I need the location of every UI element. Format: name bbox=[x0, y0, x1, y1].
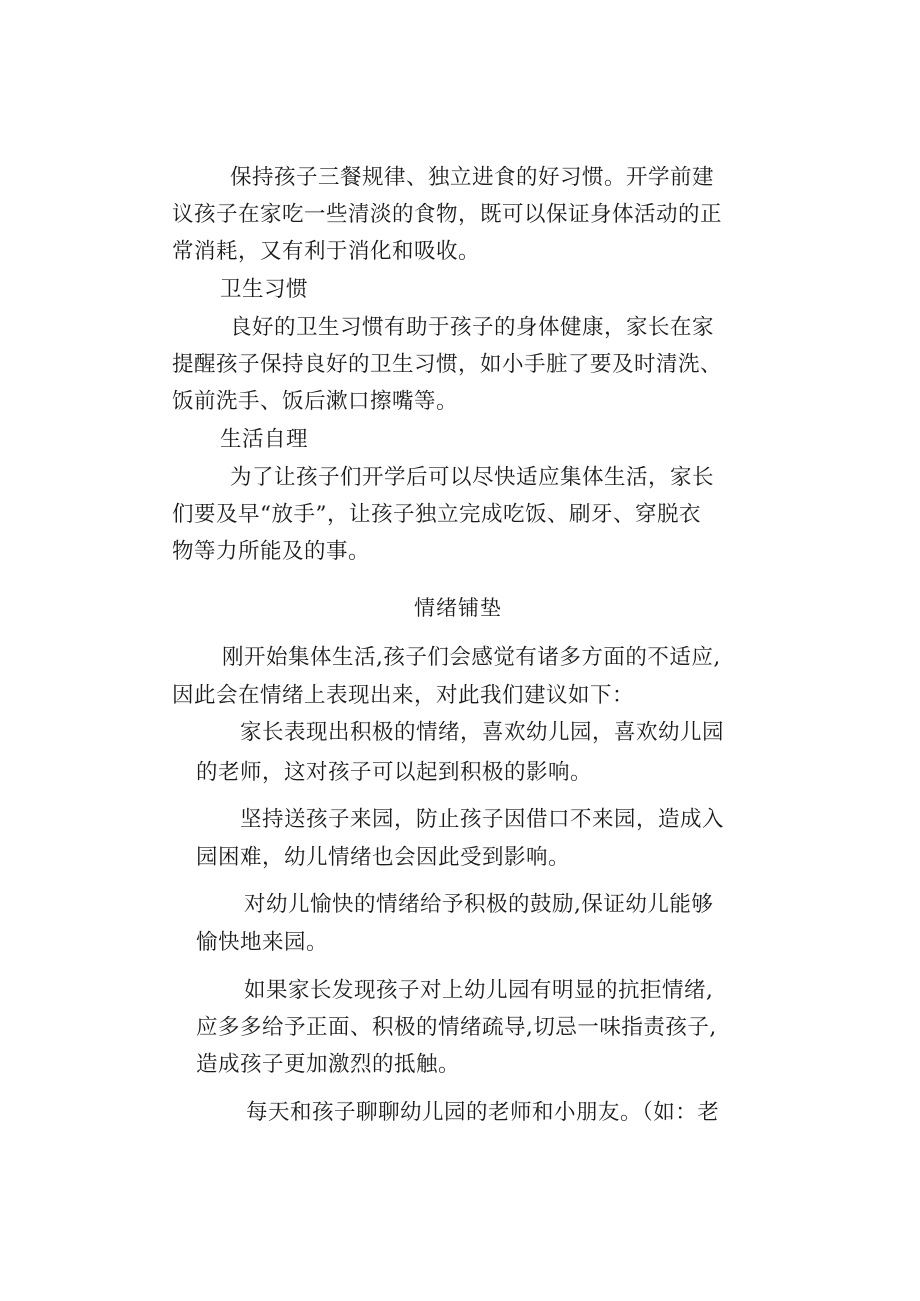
text-line: 造成孩子更加激烈的抵触。 bbox=[196, 1052, 461, 1077]
text-line: 如果家长发现孩子对上幼儿园有明显的抗拒情绪, bbox=[244, 978, 714, 1003]
text-line: 园困难，幼儿情绪也会因此受到影响。 bbox=[196, 845, 571, 870]
text-line: 的老师，这对孩子可以起到积极的影响。 bbox=[196, 760, 593, 785]
text-line: 因此会在情绪上表现出来，对此我们建议如下： bbox=[172, 683, 635, 708]
text-line: 物等力所能及的事。 bbox=[172, 539, 371, 564]
subheading-selfcare: 生活自理 bbox=[220, 427, 309, 452]
text-line: 提醒孩子保持良好的卫生习惯，如小手脏了要及时清洗、 bbox=[172, 352, 723, 377]
text-line: 每天和孩子聊聊幼儿园的老师和小朋友。（如：老 bbox=[246, 1100, 720, 1125]
text-line: 保持孩子三餐规律、独立进食的好习惯。开学前建 bbox=[230, 165, 715, 190]
text-line: 饭前洗手、饭后漱口擦嘴等。 bbox=[172, 389, 459, 414]
text-line: 为了让孩子们开学后可以尽快适应集体生活，家长 bbox=[230, 465, 715, 490]
text-line: 们要及早“放手”，让孩子独立完成吃饭、刷牙、穿脱衣 bbox=[172, 502, 701, 527]
text-line: 应多多给予正面、积极的情绪疏导,切忌一味指责孩子, bbox=[196, 1015, 717, 1040]
subheading-hygiene: 卫生习惯 bbox=[220, 277, 309, 302]
text-line: 坚持送孩子来园，防止孩子因借口不来园，造成入 bbox=[240, 807, 725, 832]
text-line: 对幼儿愉快的情绪给予积极的鼓励,保证幼儿能够 bbox=[244, 892, 714, 917]
text-line: 良好的卫生习惯有助于孩子的身体健康，家长在家 bbox=[230, 315, 715, 340]
text-line: 家长表现出积极的情绪，喜欢幼儿园，喜欢幼儿园 bbox=[240, 720, 725, 745]
text-line: 刚开始集体生活,孩子们会感觉有诸多方面的不适应, bbox=[222, 645, 721, 670]
section-title: 情绪铺垫 bbox=[414, 596, 502, 620]
text-line: 议孩子在家吃一些清淡的食物，既可以保证身体活动的正 bbox=[172, 202, 723, 227]
text-line: 常消耗，又有利于消化和吸收。 bbox=[172, 239, 481, 264]
text-line: 愉快地来园。 bbox=[196, 930, 329, 955]
